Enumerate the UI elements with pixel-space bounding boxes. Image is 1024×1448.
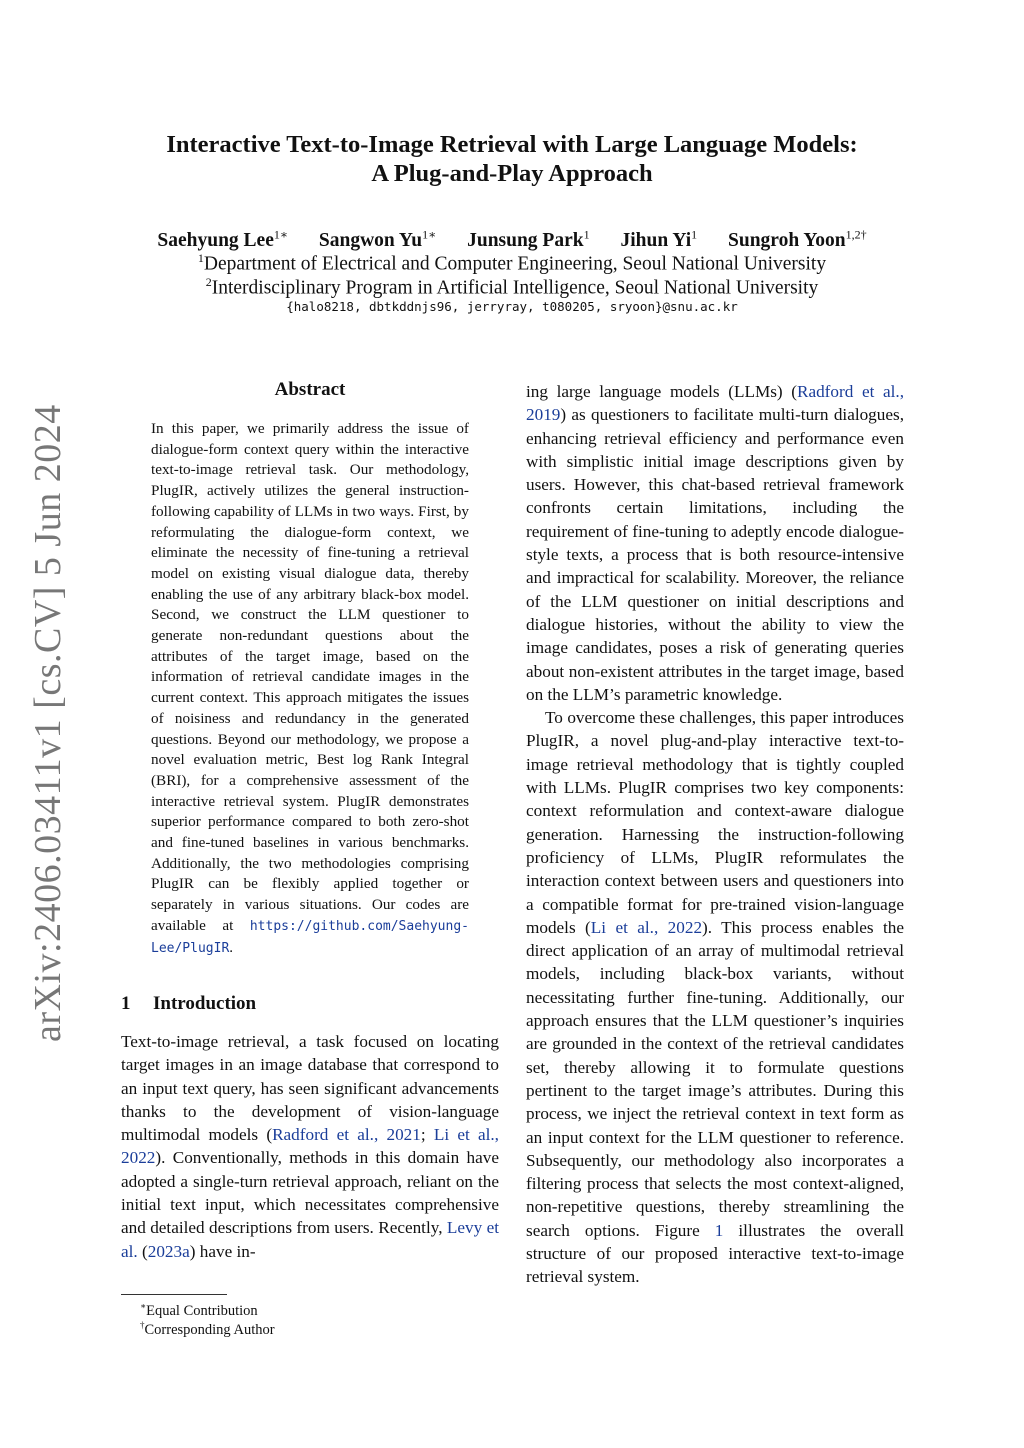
intro-paragraph-1-continued <box>526 380 904 706</box>
author-emails: {halo8218, dbtkddnjs96, jerryray, t080205, sryoon}@snu.ac.kr <box>286 299 738 314</box>
footnote-text: Corresponding Author <box>144 1321 275 1338</box>
affiliation <box>120 270 904 301</box>
author-name: Saehyung Lee <box>157 229 274 251</box>
intro-paragraph-2 <box>526 706 904 1288</box>
affiliation-text: Interdisciplinary Program in Artificial Intelligence, Seoul National University <box>211 277 819 299</box>
footnote <box>140 1316 275 1339</box>
section-title: Introduction <box>153 993 257 1014</box>
title-line-2: A Plug-and-Play Approach <box>371 160 653 187</box>
intro-text: ( <box>137 1241 148 1261</box>
figure-reference-link[interactable]: 1 <box>714 1220 724 1240</box>
intro-text: ) as questioners to facilitate multi-turn dialogues, enhancing retrieval efficiency and performance even with simplistic initial image descriptions given by users. However, this chat-based retrieval framework confronts certain limitations, including the requirement of fine-tuning to adeptly encode dialogue-style texts, a process that is both resource-intensive and impractical for scalability. Moreover, the reliance of the LLM questioner on initial descriptions and dialogue histories, without the ability to view the image candidates, poses a risk of generating queries about non-existent attributes in the target image, based on the LLM’s parametric knowledge. <box>526 405 904 704</box>
author-mark: 1∗ <box>273 227 289 241</box>
author-name: Sungroh Yoon <box>728 229 846 251</box>
author-mark: 1,2† <box>845 227 867 241</box>
intro-text: ing large language models (LLMs) ( <box>526 382 797 401</box>
footnote-divider <box>121 1294 227 1295</box>
intro-text: To overcome these challenges, this paper introduces PlugIR, a novel plug-and-play interactive text-to-image retrieval methodology that is tightly coupled with LLMs. PlugIR comprises two key components: context reformulation and context-aware dialogue generation. Harnessing the instruction-following proficiency of LLMs, PlugIR reformulates the interaction context between users and questioners into a compatible format for pre-trained vision-language models ( <box>526 708 904 937</box>
abstract-heading: Abstract <box>274 379 346 400</box>
intro-text: ; <box>420 1125 434 1145</box>
section-number: 1 <box>121 993 131 1014</box>
paper-title <box>120 130 904 188</box>
author-name: Junsung Park <box>467 229 584 251</box>
intro-text: Text-to-image retrieval, a task focused on locating target images in an image database that correspond to an input text query, has seen significant advancements thanks to the development of vision-language multimodal models ( <box>121 1032 499 1145</box>
author-name: Jihun Yi <box>620 229 692 251</box>
arxiv-identifier: arXiv:2406.03411v1 [cs.CV] 5 Jun 2024 <box>27 404 69 1042</box>
author-name: Sangwon Yu <box>318 229 423 251</box>
citation-link[interactable]: Radford et al., 2019 <box>526 382 904 425</box>
intro-paragraph-1-left <box>121 1030 499 1263</box>
citation-link[interactable]: Levy et al. <box>121 1218 499 1261</box>
author-mark: 1 <box>691 227 698 241</box>
affiliation-mark: 1 <box>197 251 204 265</box>
footnote-text: Equal Contribution <box>146 1302 258 1319</box>
intro-text: illustrates the overall structure of our proposed interactive text-to-image retrieval system. <box>526 1220 904 1287</box>
affiliation-text: Department of Electrical and Computer Engineering, Seoul National University <box>203 253 827 275</box>
citation-link[interactable]: 2023a <box>147 1241 190 1261</box>
citation-link[interactable]: Li et al., 2022 <box>121 1125 499 1168</box>
code-link[interactable]: https://github.com/Saehyung-Lee/PlugIR <box>151 918 469 956</box>
intro-text: ). This process enables the direct application of an array of multimodal retrieval models, including black-box variants, without necessitating further fine-tuning. Additionally, our approach ensures that the LLM questioner’s inquiries are grounded in the context of the retrieval candidates set, thereby allowing it to formulate questions pertinent to the target image’s attributes. During this process, we inject the retrieval context in text form as an input context for the LLM questioner to reference. Subsequently, our methodology also incorporates a filtering process that selects the most context-aligned, non-repetitive questions, thereby streamlining the search options. Figure <box>526 917 904 1240</box>
intro-text: ) have in- <box>189 1241 256 1261</box>
section-heading <box>121 993 256 1015</box>
author-mark: 1∗ <box>422 227 437 241</box>
author-mark: 1 <box>583 227 590 241</box>
citation-link[interactable]: Radford et al., 2021 <box>272 1125 421 1145</box>
abstract-body <box>151 419 469 959</box>
abstract-text: In this paper, we primarily address the issue of dialogue-form context query within the interactive text-to-image retrieval task. Our methodology, PlugIR, actively utilizes the general instruction-following capability of LLMs in two ways. First, by reformulating the dialogue-form context, we eliminate the necessity of fine-tuning a retrieval model on existing visual dialogue data, thereby enabling the use of any arbitrary black-box model. Second, we construct the LLM questioner to generate non-redundant questions about the attributes of the target image, based on the information of retrieval candidate images in the current context. This approach mitigates the issues of noisiness and redundancy in the generated questions. Beyond our methodology, we propose a novel evaluation metric, Best log Rank Integral (BRI), for a comprehensive assessment of the interactive retrieval system. PlugIR demonstrates superior performance compared to both zero-shot and fine-tuned baselines in various benchmarks. Additionally, the two methodologies comprising PlugIR can be flexibly applied together or separately in various situations. Our codes are available at <box>151 420 469 934</box>
title-line-1: Interactive Text-to-Image Retrieval with Large Language Models: <box>166 131 858 158</box>
intro-text: ). Conventionally, methods in this domain have adopted a single-turn retrieval approach, reliant on the initial text input, which necessitates comprehensive and detailed descriptions from users. Recently, <box>121 1148 499 1238</box>
right-column <box>526 380 904 1289</box>
footnote-mark: † <box>140 1320 145 1330</box>
affiliation-mark: 2 <box>205 275 212 289</box>
abstract-end: . <box>229 938 234 956</box>
footnote-mark: ∗ <box>140 1301 147 1311</box>
citation-link[interactable]: Li et al., 2022 <box>590 917 703 937</box>
